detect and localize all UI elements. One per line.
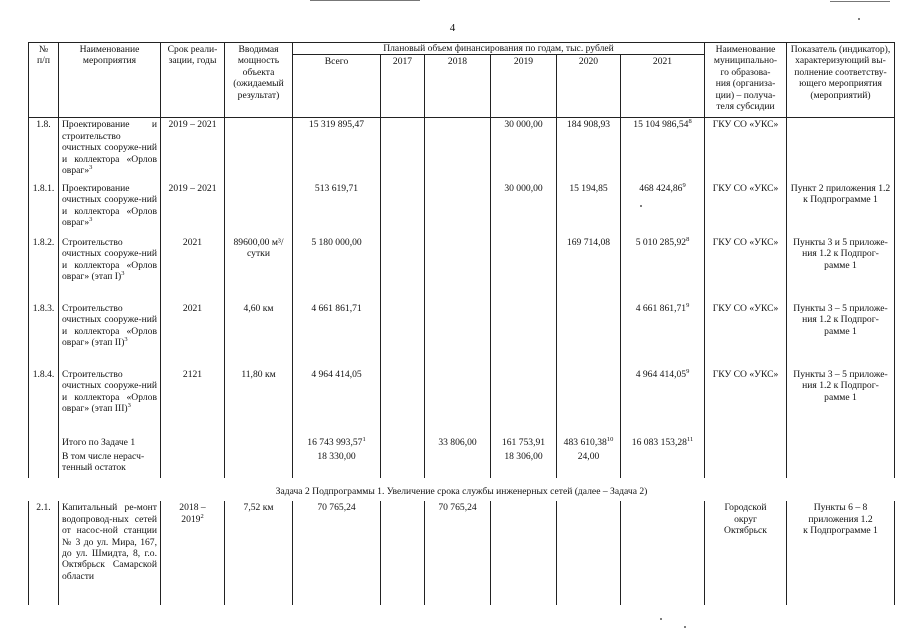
row-2019 (491, 368, 557, 436)
row-term: 2019 – 2021 (161, 182, 225, 236)
row-2021: 468 424,86$^9$ (621, 182, 705, 236)
row-2018 (425, 182, 491, 236)
row-municipality: ГКУ СО «УКС» (705, 182, 787, 236)
row-name: Строительство очистных сооруже-ний и коллектора «Орлов овраг» (этап III)$^3$ (59, 368, 161, 436)
row-indicator: Пункты 3 – 5 приложе-ния 1.2 к Подпрог-рамме 1 (787, 302, 895, 368)
row-2020: 184 908,93 (557, 118, 621, 182)
row-indicator (787, 436, 895, 450)
row-municipality: ГКУ СО «УКС» (705, 302, 787, 368)
row-2018 (425, 236, 491, 302)
scan-speck (640, 205, 642, 207)
row-total: 70 765,24 (293, 501, 381, 605)
row-num: 1.8.2. (29, 236, 59, 302)
row-municipality (705, 436, 787, 450)
header-2021: 2021 (621, 55, 705, 118)
row-2019: 30 000,00 (491, 118, 557, 182)
row-indicator: Пункты 6 – 8 приложения 1.2 к Подпрограмме 1 (787, 501, 895, 605)
row-2019 (491, 302, 557, 368)
row-2017 (381, 302, 425, 368)
row-2020: 483 610,38$^{10}$ (557, 436, 621, 450)
row-indicator (787, 118, 895, 182)
row-indicator: Пункт 2 приложения 1.2 к Подпрограмме 1 (787, 182, 895, 236)
row-2019: 18 306,00 (491, 450, 557, 478)
row-2021: 5 010 285,92$^8$ (621, 236, 705, 302)
header-municipality: Наименование муниципально- го образова- ния (организа- ции) – получа- теля субсидии (705, 43, 787, 118)
row-2017 (381, 368, 425, 436)
top-scan-line-right (830, 1, 890, 2)
row-indicator: Пункты 3 – 5 приложе-ния 1.2 к Подпрог-рамме 1 (787, 368, 895, 436)
row-name: Строительство очистных сооруже-ний и коллектора «Орлов овраг» (этап II)$^3$ (59, 302, 161, 368)
row-total: 4 964 414,05 (293, 368, 381, 436)
row-2018: 70 765,24 (425, 501, 491, 605)
table-row-total (29, 436, 895, 450)
row-municipality: ГКУ СО «УКС» (705, 236, 787, 302)
table-body (29, 118, 895, 605)
row-term: 2018 – 2019$^2$ (161, 501, 225, 605)
row-2017 (381, 450, 425, 478)
row-name: Итого по Задаче 1 (59, 436, 161, 450)
row-2017 (381, 501, 425, 605)
header-2017: 2017 (381, 55, 425, 118)
header-2018: 2018 (425, 55, 491, 118)
row-capacity (225, 450, 293, 478)
row-2017 (381, 118, 425, 182)
row-2020: 15 194,85 (557, 182, 621, 236)
row-term: 2019 – 2021 (161, 118, 225, 182)
row-total: 4 661 861,71 (293, 302, 381, 368)
row-2021: 16 083 153,28$^{11}$ (621, 436, 705, 450)
row-term (161, 436, 225, 450)
row-total: 18 330,00 (293, 450, 381, 478)
row-num: 2.1. (29, 501, 59, 605)
row-2018 (425, 450, 491, 478)
row-capacity: 11,80 км (225, 368, 293, 436)
row-name: Строительство очистных сооруже-ний и коллектора «Орлов овраг» (этап I)$^3$ (59, 236, 161, 302)
row-municipality: Городской округ Октябрьск (705, 501, 787, 605)
table-row (29, 302, 895, 368)
row-2017 (381, 236, 425, 302)
header-name: Наименование мероприятия (59, 43, 161, 118)
row-2017 (381, 436, 425, 450)
row-num (29, 450, 59, 478)
row-num: 1.8. (29, 118, 59, 182)
table-row (29, 501, 895, 605)
row-2020: 169 714,08 (557, 236, 621, 302)
row-2019: 30 000,00 (491, 182, 557, 236)
scan-speck (660, 618, 662, 620)
row-total: 513 619,71 (293, 182, 381, 236)
row-num: 1.8.3. (29, 302, 59, 368)
row-num (29, 436, 59, 450)
row-municipality: ГКУ СО «УКС» (705, 368, 787, 436)
row-total: 15 319 895,47 (293, 118, 381, 182)
row-2019: 161 753,91 (491, 436, 557, 450)
row-2021 (621, 450, 705, 478)
row-2019 (491, 236, 557, 302)
row-2020 (557, 368, 621, 436)
row-2018 (425, 118, 491, 182)
page-number: 4 (449, 22, 456, 34)
row-2021: 4 661 861,71$^9$ (621, 302, 705, 368)
table-row (29, 118, 895, 182)
row-capacity (225, 118, 293, 182)
row-name: Капитальный ре-монт водопровод-ных сетей от насос-ной станции № 3 до ул. Мира, 167, до ул. Шмидта, 8, г.о. Октябрьск Самарской области (59, 501, 161, 605)
header-capacity: Вводимая мощность объекта (ожидаемый результат) (225, 43, 293, 118)
row-term (161, 450, 225, 478)
header-total: Всего (293, 55, 381, 118)
table-row (29, 236, 895, 302)
table-row (29, 182, 895, 236)
row-2020 (557, 501, 621, 605)
row-term: 2121 (161, 368, 225, 436)
subsidy-financing-table (28, 42, 895, 605)
row-total: 16 743 993,57$^1$ (293, 436, 381, 450)
header-term: Срок реали- зации, годы (161, 43, 225, 118)
row-capacity: 89600,00 м³/сутки (225, 236, 293, 302)
row-indicator: Пункты 3 и 5 приложе-ния 1.2 к Подпрог-рамме 1 (787, 236, 895, 302)
row-2020 (557, 302, 621, 368)
row-name: Проектирование и строительство очистных сооруже-ний и коллектора «Орлов овраг»$^3$ (59, 118, 161, 182)
header-num: № п/п (29, 43, 59, 118)
row-capacity: 4,60 км (225, 302, 293, 368)
scan-speck (684, 626, 686, 628)
row-2018 (425, 302, 491, 368)
row-2018 (425, 368, 491, 436)
row-num: 1.8.1. (29, 182, 59, 236)
task2-title: Задача 2 Подпрограммы 1. Увеличение срока службы инженерных сетей (далее – Задача 2) (275, 485, 648, 497)
row-2020: 24,00 (557, 450, 621, 478)
header-2019: 2019 (491, 55, 557, 118)
table-row-remainder (29, 450, 895, 478)
row-term: 2021 (161, 236, 225, 302)
row-capacity (225, 182, 293, 236)
row-indicator (787, 450, 895, 478)
row-term: 2021 (161, 302, 225, 368)
row-num: 1.8.4. (29, 368, 59, 436)
row-2018: 33 806,00 (425, 436, 491, 450)
task2-heading-row (29, 478, 895, 501)
row-2019 (491, 501, 557, 605)
table-row (29, 368, 895, 436)
row-name: Проектирование очистных сооруже-ний и коллектора «Орлов овраг»$^3$ (59, 182, 161, 236)
header-indicator: Показатель (индикатор), характеризующий вы- полнение соответству- ющего мероприятия (мероприятий) (787, 43, 895, 118)
row-name: В том числе нерасч-тенный остаток (59, 450, 161, 478)
row-2021: 15 104 986,54$^8$ (621, 118, 705, 182)
scan-speck (858, 18, 860, 20)
row-2017 (381, 182, 425, 236)
table-header-row (29, 43, 895, 55)
row-capacity: 7,52 км (225, 501, 293, 605)
header-2020: 2020 (557, 55, 621, 118)
row-2021: 4 964 414,05$^9$ (621, 368, 705, 436)
row-total: 5 180 000,00 (293, 236, 381, 302)
row-municipality: ГКУ СО «УКС» (705, 118, 787, 182)
row-capacity (225, 436, 293, 450)
row-2021 (621, 501, 705, 605)
top-scan-line (310, 0, 420, 1)
row-municipality (705, 450, 787, 478)
header-plan-title: Плановый объем финансирования по годам, тыс. рублей (293, 43, 705, 55)
